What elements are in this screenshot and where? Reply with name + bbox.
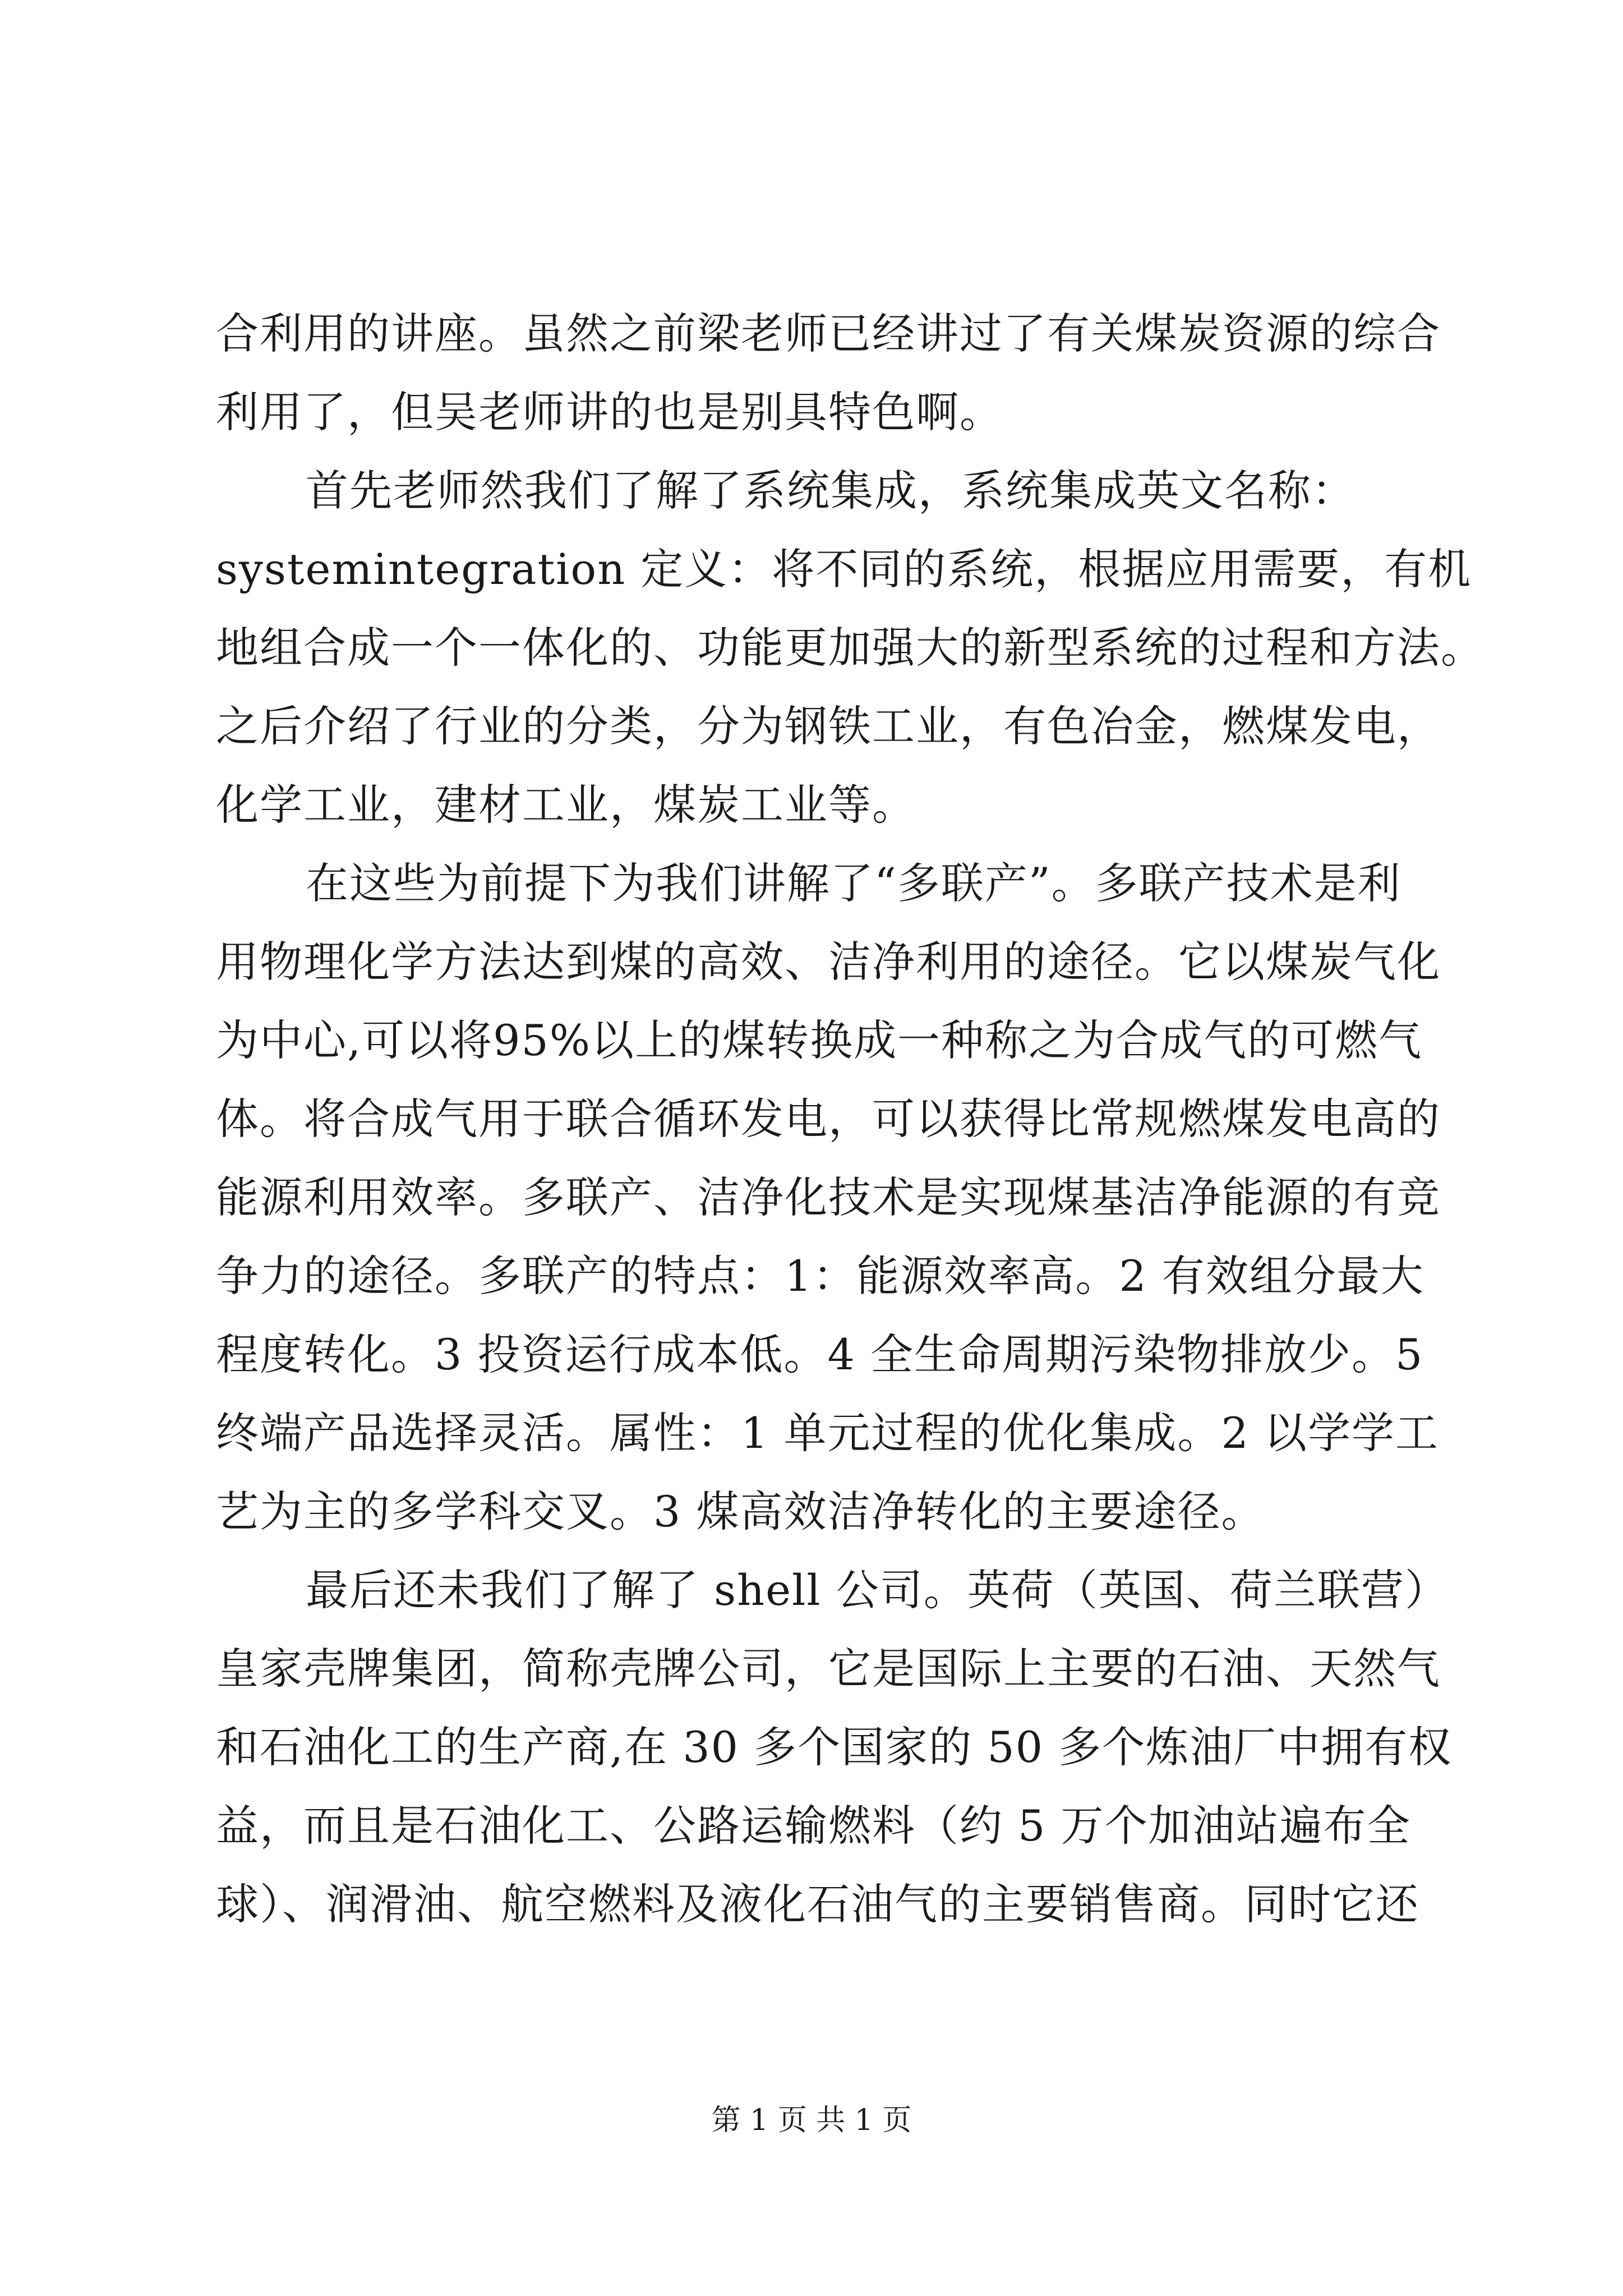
text-line: 艺为主的多学科交叉。3 煤高效洁净转化的主要途径。 — [216, 1487, 1265, 1536]
text-line: 球）、润滑油、航空燃料及液化石油气的主要销售商。同时它还 — [216, 1879, 1419, 1929]
text-line: 最后还未我们了解了 shell 公司。英荷（英国、荷兰联营） — [306, 1565, 1449, 1615]
text-line: 益，而且是石油化工、公路运输燃料（约 5 万个加油站遍布全 — [216, 1801, 1411, 1851]
text-line: 之后介绍了行业的分类，分为钢铁工业，有色冶金，燃煤发电， — [216, 701, 1441, 751]
body-text — [216, 295, 1484, 1944]
text-line: 体。将合成气用于联合循环发电，可以获得比常规燃煤发电高的 — [216, 1094, 1441, 1144]
text-line: 地组合成一个一体化的、功能更加强大的新型系统的过程和方法。 — [216, 623, 1484, 673]
text-line: 合利用的讲座。虽然之前梁老师已经讲过了有关煤炭资源的综合 — [216, 309, 1441, 358]
text-line: 为中心,可以将95%以上的煤转换成一种称之为合成气的可燃气 — [216, 1015, 1423, 1065]
text-line: 皇家壳牌集团，简称壳牌公司，它是国际上主要的石油、天然气 — [216, 1644, 1441, 1694]
page-footer — [0, 2101, 1623, 2140]
text-line: 能源利用效率。多联产、洁净化技术是实现煤基洁净能源的有竞 — [216, 1172, 1441, 1222]
text-line: 程度转化。3 投资运行成本低。4 全生命周期污染物排放少。5 — [216, 1329, 1424, 1379]
text-line: 在这些为前提下为我们讲解了“多联产”。多联产技术是利 — [306, 858, 1401, 908]
text-line: 利用了，但吴老师讲的也是别具特色啊。 — [216, 387, 1003, 437]
text-line: 用物理化学方法达到煤的高效、洁净利用的途径。它以煤炭气化 — [216, 937, 1441, 987]
text-line: 和石油化工的生产商,在 30 多个国家的 50 多个炼油厂中拥有权 — [216, 1722, 1453, 1772]
text-line: 化学工业，建材工业，煤炭工业等。 — [216, 780, 916, 830]
text-line: 争力的途径。多联产的特点：1：能源效率高。2 有效组分最大 — [216, 1251, 1424, 1301]
page-number-label: 第 1 页 共 1 页 — [711, 2104, 912, 2137]
text-line: systemintegration 定义：将不同的系统，根据应用需要，有机 — [216, 544, 1472, 594]
text-line: 终端产品选择灵活。属性：1 单元过程的优化集成。2 以学学工 — [216, 1408, 1440, 1458]
text-line: 首先老师然我们了解了系统集成，系统集成英文名称： — [306, 466, 1355, 516]
